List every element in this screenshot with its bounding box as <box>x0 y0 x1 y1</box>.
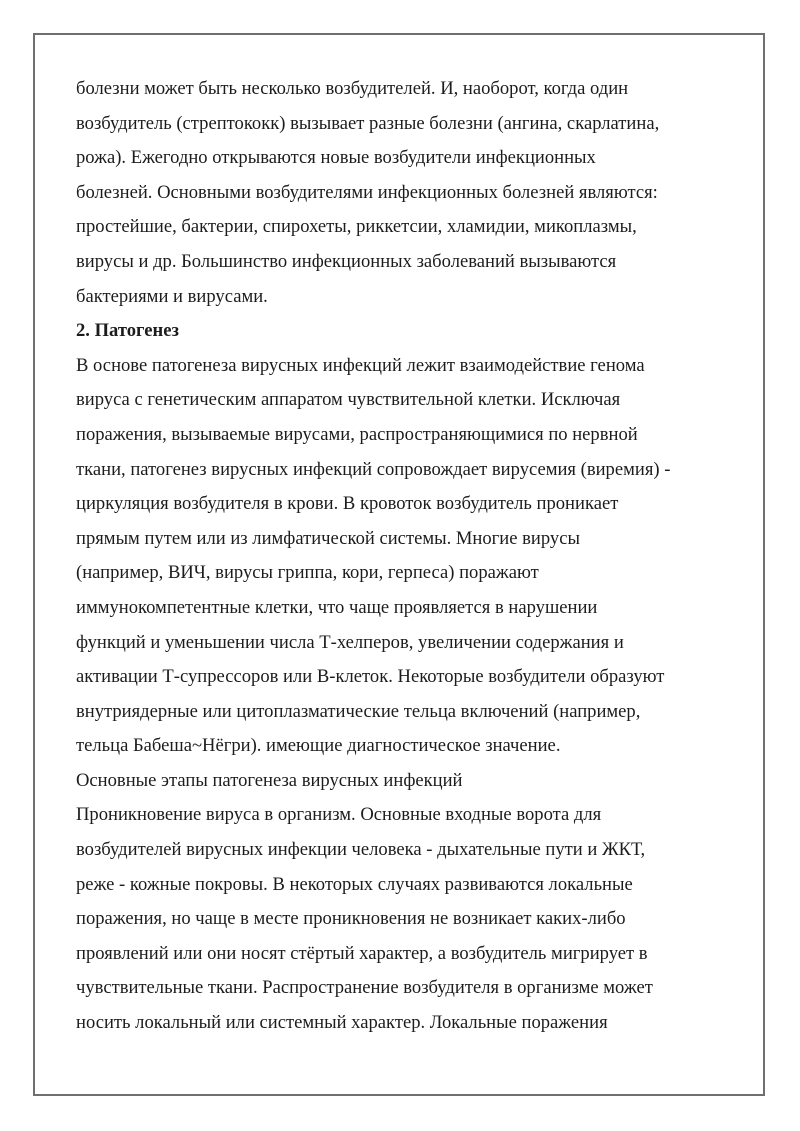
text-line: Проникновение вируса в организм. Основные входные ворота для <box>76 804 602 826</box>
text-line: чувствительные ткани. Распространение возбудителя в организме может <box>76 977 653 999</box>
text-line: поражения, но чаще в месте проникновения не возникает каких-либо <box>76 908 626 930</box>
text-line: ткани, патогенез вирусных инфекций сопровождает вирусемия (виремия) - <box>76 458 671 480</box>
text-line: простейшие, бактерии, спирохеты, риккетсии, хламидии, микоплазмы, <box>76 216 637 238</box>
text-line: болезней. Основными возбудителями инфекционных болезней являются: <box>76 181 658 203</box>
text-line: Основные этапы патогенеза вирусных инфекций <box>76 769 463 791</box>
text-line: внутриядерные или цитоплазматические тельца включений (например, <box>76 700 641 722</box>
section-heading: 2. Патогенез <box>76 320 179 342</box>
text-line: бактериями и вирусами. <box>76 285 268 307</box>
text-line: тельца Бабеша~Нёгри). имеющие диагностическое значение. <box>76 735 561 757</box>
text-line: В основе патогенеза вирусных инфекций лежит взаимодействие генома <box>76 354 645 376</box>
text-line: активации Т-супрессоров или В-клеток. Некоторые возбудители образуют <box>76 666 665 688</box>
text-line: поражения, вызываемые вирусами, распространяющимися по нервной <box>76 423 638 445</box>
text-line: вирусы и др. Большинство инфекционных заболеваний вызываются <box>76 250 617 272</box>
text-line: вируса с генетическим аппаратом чувствительной клетки. Исключая <box>76 389 621 411</box>
text-line: возбудителей вирусных инфекции человека - дыхательные пути и ЖКТ, <box>76 839 646 861</box>
text-line: болезни может быть несколько возбудителей. И, наоборот, когда один <box>76 78 629 99</box>
text-line: реже - кожные покровы. В некоторых случаях развиваются локальные <box>76 873 633 895</box>
text-line: циркуляция возбудителя в крови. В кровоток возбудитель проникает <box>76 493 619 515</box>
text-line: возбудитель (стрептококк) вызывает разные болезни (ангина, скарлатина, <box>76 112 660 134</box>
text-line: иммунокомпетентные клетки, что чаще проявляется в нарушении <box>76 596 598 618</box>
text-line: проявлений или они носят стёртый характер, а возбудитель мигрирует в <box>76 942 648 964</box>
text-line: функций и уменьшении числа Т-хелперов, увеличении содержания и <box>76 631 624 653</box>
text-line: прямым путем или из лимфатической системы. Многие вирусы <box>76 527 580 549</box>
text-line: рожа). Ежегодно открываются новые возбудители инфекционных <box>76 147 596 169</box>
document-body <box>76 72 736 1041</box>
text-line: (например, ВИЧ, вирусы гриппа, кори, герпеса) поражают <box>76 562 539 584</box>
text-line: носить локальный или системный характер. Локальные поражения <box>76 1012 608 1034</box>
